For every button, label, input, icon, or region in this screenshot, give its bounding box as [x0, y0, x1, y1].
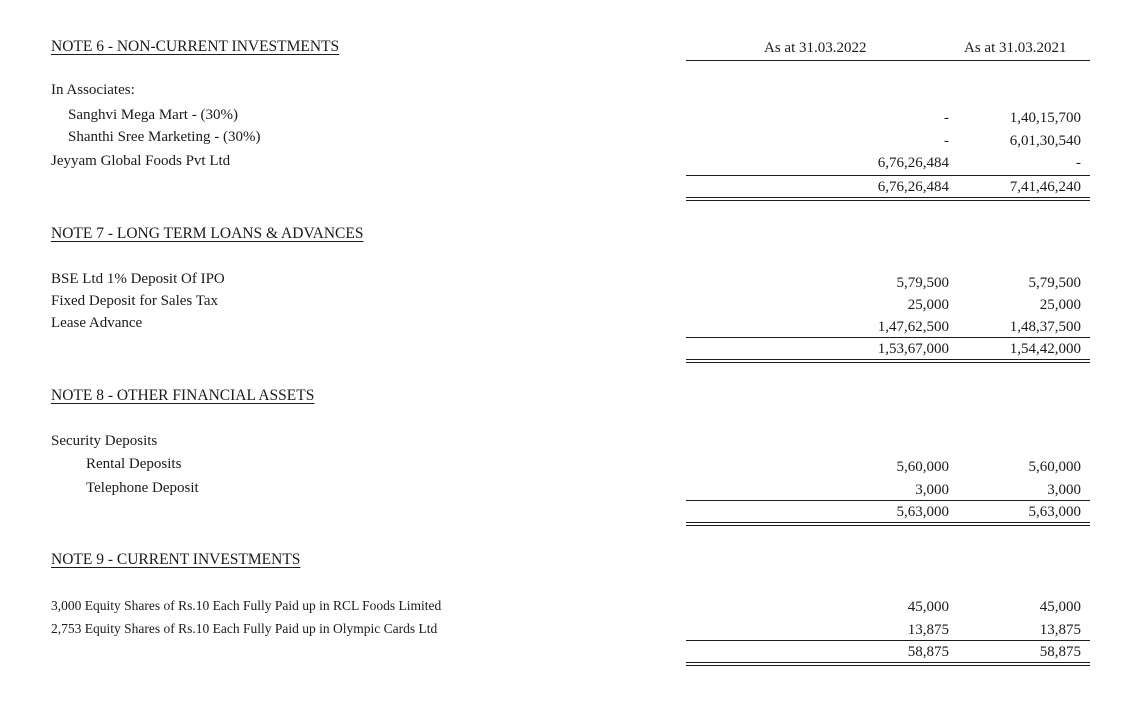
- note9-subtotal-rule: [686, 640, 1090, 641]
- note9-row-previous: 45,000: [1039, 599, 1081, 615]
- note9-total-rule-bottom: [686, 665, 1090, 666]
- note7-total-current: 1,53,67,000: [877, 341, 949, 357]
- note8-row-current: 3,000: [915, 482, 949, 498]
- column-header-current: As at 31.03.2022: [764, 40, 867, 56]
- note9-row-current: 45,000: [907, 599, 949, 615]
- note6-row-previous: -: [1076, 155, 1081, 171]
- note8-row-current: 5,60,000: [896, 459, 949, 475]
- note6-row-previous: 6,01,30,540: [1009, 133, 1081, 149]
- note7-row-previous: 5,79,500: [1028, 275, 1081, 291]
- note9-row-current: 13,875: [907, 622, 949, 638]
- note9-total-rule-top: [686, 662, 1090, 663]
- note6-row-label: Shanthi Sree Marketing - (30%): [68, 129, 261, 145]
- note6-row-current: 6,76,26,484: [877, 155, 949, 171]
- note8-title: NOTE 8 - OTHER FINANCIAL ASSETS: [51, 387, 315, 404]
- note7-total-rule-bottom: [686, 362, 1090, 363]
- note8-row-label: Rental Deposits: [86, 456, 182, 472]
- note9-total-current: 58,875: [907, 644, 949, 660]
- note6-total-current: 6,76,26,484: [877, 179, 949, 195]
- note7-subtotal-rule: [686, 337, 1090, 338]
- header-rule: [686, 60, 1090, 61]
- note9-row-previous: 13,875: [1039, 622, 1081, 638]
- note6-title: NOTE 6 - NON-CURRENT INVESTMENTS: [51, 38, 340, 55]
- note7-total-previous: 1,54,42,000: [1009, 341, 1081, 357]
- note6-group-label: In Associates:: [51, 82, 135, 98]
- note6-total-previous: 7,41,46,240: [1009, 179, 1081, 195]
- note7-row-label: Lease Advance: [51, 315, 143, 331]
- note8-row-label: Telephone Deposit: [86, 480, 199, 496]
- note6-subtotal-rule: [686, 175, 1090, 176]
- note9-total-previous: 58,875: [1039, 644, 1081, 660]
- note6-row-label: Sanghvi Mega Mart - (30%): [68, 107, 238, 123]
- note8-subtotal-rule: [686, 500, 1090, 501]
- note9-row-label: 2,753 Equity Shares of Rs.10 Each Fully Paid up in Olympic Cards Ltd: [51, 621, 438, 636]
- note7-row-previous: 1,48,37,500: [1009, 319, 1081, 335]
- note8-total-current: 5,63,000: [896, 504, 949, 520]
- note6-total-rule-bottom: [686, 200, 1090, 201]
- note6-total-rule-top: [686, 197, 1090, 198]
- note7-row-current: 5,79,500: [896, 275, 949, 291]
- note6-row-previous: 1,40,15,700: [1009, 110, 1081, 126]
- note7-row-label: BSE Ltd 1% Deposit Of IPO: [51, 271, 225, 287]
- note7-total-rule-top: [686, 359, 1090, 360]
- note7-row-current: 25,000: [907, 297, 949, 313]
- note6-row-current: -: [944, 110, 949, 126]
- note8-total-rule-bottom: [686, 525, 1090, 526]
- note7-row-previous: 25,000: [1039, 297, 1081, 313]
- column-header-previous: As at 31.03.2021: [964, 40, 1067, 56]
- note6-row-label: Jeyyam Global Foods Pvt Ltd: [51, 153, 231, 169]
- note7-row-current: 1,47,62,500: [877, 319, 949, 335]
- note9-title: NOTE 9 - CURRENT INVESTMENTS: [51, 551, 301, 568]
- note6-row-current: -: [944, 133, 949, 149]
- note8-total-previous: 5,63,000: [1028, 504, 1081, 520]
- note7-title: NOTE 7 - LONG TERM LOANS & ADVANCES: [51, 225, 364, 242]
- note8-row-previous: 3,000: [1047, 482, 1081, 498]
- note7-row-label: Fixed Deposit for Sales Tax: [51, 293, 218, 309]
- note9-row-label: 3,000 Equity Shares of Rs.10 Each Fully Paid up in RCL Foods Limited: [51, 598, 442, 613]
- note8-group-label: Security Deposits: [51, 433, 158, 449]
- note8-row-previous: 5,60,000: [1028, 459, 1081, 475]
- note8-total-rule-top: [686, 522, 1090, 523]
